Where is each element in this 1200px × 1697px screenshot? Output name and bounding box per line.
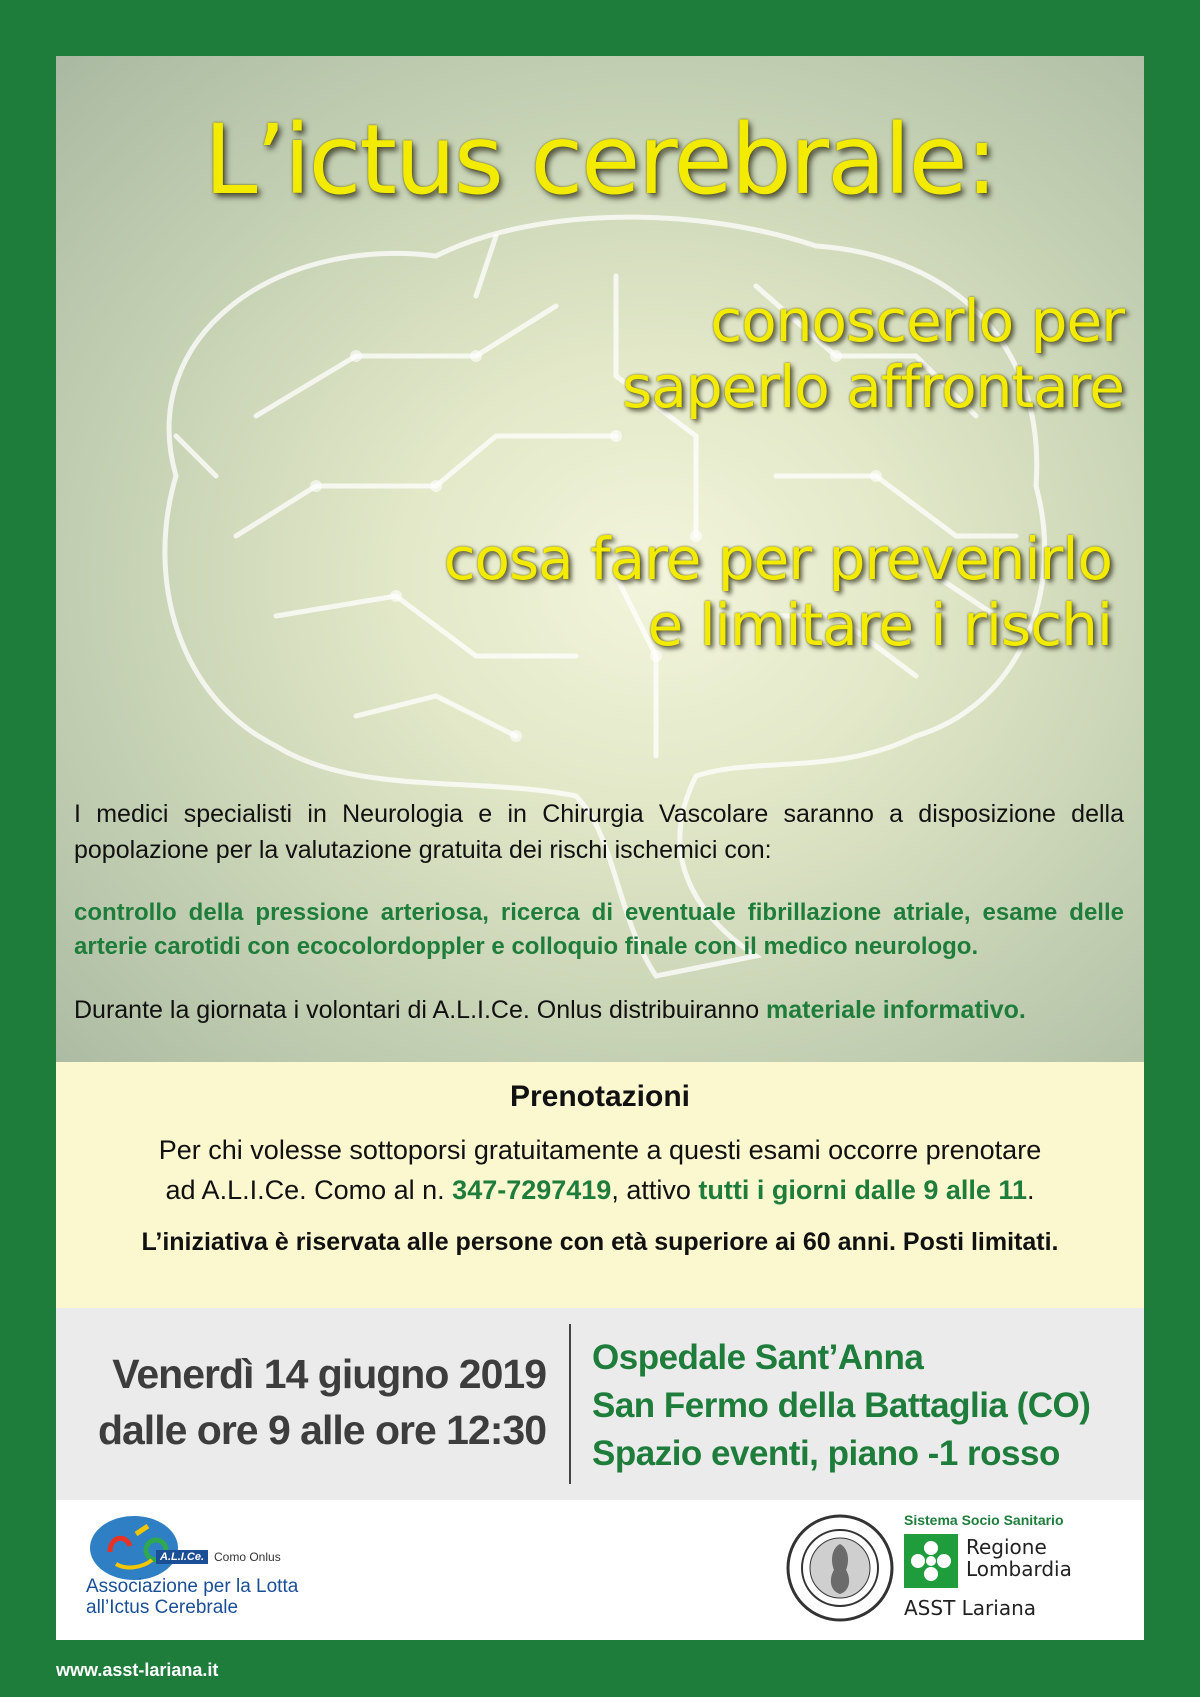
subtitle-know-line2: saperlo affrontare [622, 353, 1124, 421]
subtitle-know-line1: conoscerlo per [710, 287, 1124, 355]
subtitle-prevent [444, 526, 1112, 658]
lombardia-rose-icon [904, 1534, 958, 1588]
material-highlight: materiale informativo. [766, 996, 1026, 1024]
region-name-line1: Regione [966, 1535, 1047, 1559]
region-system-label: Sistema Socio Sanitario [904, 1512, 1064, 1528]
logos-section [56, 1500, 1144, 1640]
ospedale-seal-icon [786, 1514, 894, 1622]
booking-line2 [56, 1170, 1144, 1210]
event-time: dalle ore 9 alle ore 12:30 [97, 1407, 546, 1453]
event-location [592, 1334, 1090, 1478]
info-paragraph-exams: controllo della pressione arteriosa, ricerca di eventuale fibrillazione atriale, esame delle arterie carotidi con ecocolordoppler e colloquio finale con il medico neurologo. [74, 899, 1124, 960]
booking-hours: tutti i giorni dalle 9 alle 11 [698, 1175, 1027, 1205]
subtitle-know [622, 288, 1124, 420]
booking-line2-mid: , attivo [611, 1175, 699, 1205]
volunteers-text: Durante la giornata i volontari di A.L.I.Ce. Onlus distribuiranno [74, 996, 767, 1024]
alice-association-name [86, 1576, 336, 1618]
region-name [966, 1536, 1072, 1580]
hero-section [56, 56, 1144, 1062]
booking-text [56, 1130, 1144, 1210]
asst-lariana-label: ASST Lariana [904, 1596, 1037, 1620]
alice-badge: A.L.I.Ce. [156, 1550, 208, 1564]
phone-number: 347-7297419 [452, 1175, 612, 1205]
alice-line1: Associazione per la Lotta [86, 1576, 299, 1597]
main-title: L’ictus cerebrale: [203, 104, 997, 216]
alice-line2: all’Ictus Cerebrale [86, 1597, 239, 1618]
info-paragraph-volunteers [74, 993, 1124, 1027]
event-place-room: Spazio eventi, piano -1 rosso [592, 1434, 1060, 1473]
booking-line2-start: ad A.L.I.Ce. Como al n. [165, 1175, 453, 1205]
event-place-town: San Fermo della Battaglia (CO) [592, 1386, 1091, 1425]
booking-title: Prenotazioni [509, 1080, 690, 1113]
booking-line2-end: . [1026, 1175, 1035, 1205]
subtitle-prevent-line2: e limitare i rischi [647, 591, 1112, 659]
event-place-hospital: Ospedale Sant’Anna [592, 1338, 924, 1377]
info-paragraph-intro: I medici specialisti in Neurologia e in Chirurgia Vascolare saranno a disposizione della popolazione per la valutazione gratuita dei rischi ischemici con: [74, 800, 1124, 864]
website-link[interactable]: www.asst-lariana.it [56, 1660, 219, 1680]
booking-section [56, 1062, 1144, 1308]
booking-line1: Per chi volesse sottoporsi gratuitamente a questi esami occorre prenotare [158, 1135, 1042, 1165]
event-divider [569, 1324, 571, 1484]
subtitle-prevent-line1: cosa fare per prevenirlo [443, 525, 1112, 593]
region-name-line2: Lombardia [966, 1557, 1072, 1581]
event-date: Venerdì 14 giugno 2019 [112, 1351, 546, 1397]
alice-como: Como Onlus [214, 1550, 281, 1564]
event-section [56, 1308, 1144, 1500]
booking-note: L’iniziativa è riservata alle persone con età superiore ai 60 anni. Posti limitati. [141, 1228, 1059, 1256]
regione-lombardia-logo [904, 1512, 1124, 1632]
event-datetime [56, 1346, 546, 1458]
poster [56, 56, 1144, 1640]
